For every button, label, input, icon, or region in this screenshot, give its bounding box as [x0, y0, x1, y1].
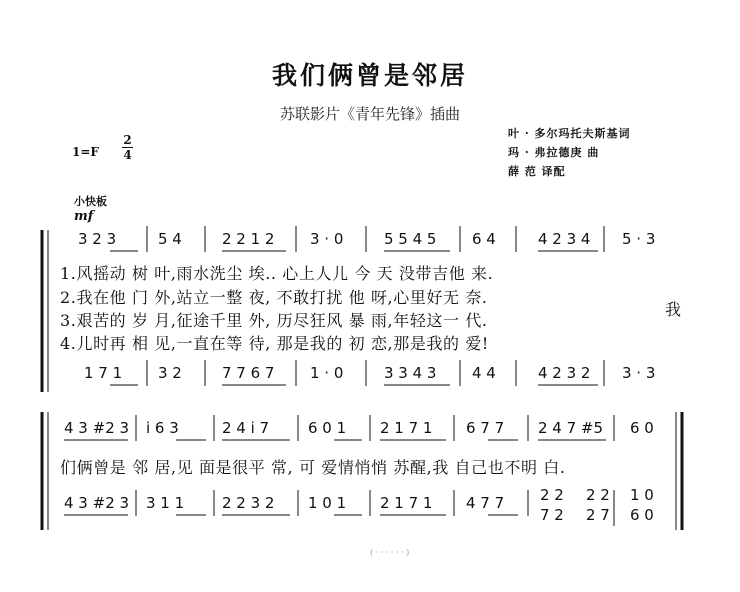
system2-divisi-lower-2: 2 7 — [586, 506, 610, 524]
system1-melody-bar-6: 6 4 — [472, 230, 496, 248]
system1-melody-bar-4: 3 · 0 — [310, 230, 344, 248]
composer-credit: 玛 · 弗拉德庚 曲 — [508, 146, 600, 159]
system1-melody-bar-2: 5 4 — [158, 230, 182, 248]
system2-melody-bar-4: 6 0 1 — [308, 419, 347, 437]
system1-harmony-bar-5: 3 3 4 3 — [384, 364, 437, 382]
system2-divisi-upper-1: 2 2 — [540, 486, 564, 504]
tempo-marking: 小快板 — [74, 195, 107, 208]
system2-harmony-bar-1: 4 3 #2 3 — [64, 494, 130, 512]
verse-1: 1.风摇动 树 叶,雨水洗尘 埃.. 心上人儿 今 天 没带吉他 来. — [60, 264, 494, 283]
verse-4: 4.儿时再 相 见,一直在等 待, 那是我的 初 恋,那是我的 爱! — [60, 334, 489, 353]
system2-harmony-bar-3: 2 2 3 2 — [222, 494, 275, 512]
system1-harmony-bar-2: 3 2 — [158, 364, 182, 382]
system2-melody-bar-7: 2 4 7 #5 — [538, 419, 604, 437]
system2-melody-bar-1: 4 3 #2 3 — [64, 419, 130, 437]
system1-harmony-bar-8: 3 · 3 — [622, 364, 656, 382]
system1-melody-bar-3: 2 2 1 2 — [222, 230, 275, 248]
system2-divisi-lower-1: 7 2 — [540, 506, 564, 524]
system1-harmony-bar-3: 7 7 6 7 — [222, 364, 275, 382]
system1-harmony-bar-1: 1 7 1 — [84, 364, 123, 382]
system1-melody-bar-8: 5 · 3 — [622, 230, 656, 248]
system2-melody-bar-8: 6 0 — [630, 419, 654, 437]
pickup-lyric: 我 — [665, 300, 682, 319]
system1-harmony-bar-4: 1 · 0 — [310, 364, 344, 382]
verse-2: 2.我在他 门 外,站立一整 夜, 不敢打扰 他 呀,心里好无 奈. — [60, 288, 488, 307]
key-signature: 1=F — [72, 145, 99, 159]
song-subtitle: 苏联影片《青年先锋》插曲 — [279, 105, 460, 123]
system2-harmony-bar-2: 3 1 1 — [146, 494, 185, 512]
system2-melody-bar-5: 2 1 7 1 — [380, 419, 433, 437]
system2-harmony-bar-4: 1 0 1 — [308, 494, 347, 512]
dynamic-marking: mf — [74, 209, 94, 224]
system2-harmony-bar-5: 2 1 7 1 — [380, 494, 433, 512]
time-signature-top: 2 — [123, 133, 132, 147]
verse-3: 3.艰苦的 岁 月,征途千里 外, 历尽狂风 暴 雨,年轻这一 代. — [60, 311, 488, 330]
page-footer-mark: ( · · · · · · ) — [370, 548, 410, 557]
system2-divisi-upper-3: 1 0 — [630, 486, 654, 504]
song-title: 我们俩曾是邻居 — [271, 61, 468, 90]
system1-harmony-bar-6: 4 4 — [472, 364, 496, 382]
system1-melody-bar-1: 3 2 3 — [78, 230, 117, 248]
system2-divisi-upper-2: 2 2 — [586, 486, 610, 504]
system2-harmony-bar-6: 4 7 7 — [466, 494, 505, 512]
system2-divisi-lower-3: 6 0 — [630, 506, 654, 524]
time-signature-bottom: 4 — [123, 148, 132, 162]
lyricist-credit: 叶 · 多尔玛托夫斯基词 — [508, 127, 631, 140]
chorus-lyrics: 们俩曾是 邻 居,见 面是很平 常, 可 爱情悄悄 苏醒,我 自己也不明 白. — [60, 458, 566, 477]
translator-credit: 薛 范 译配 — [508, 165, 566, 178]
system2-melody-bar-2: i 6 3 — [146, 419, 179, 437]
system2-melody-bar-3: 2 4 i 7 — [222, 419, 270, 437]
system2-melody-bar-6: 6 7 7 — [466, 419, 505, 437]
system1-melody-bar-5: 5 5 4 5 — [384, 230, 437, 248]
system1-harmony-bar-7: 4 2 3 2 — [538, 364, 591, 382]
system1-melody-bar-7: 4 2 3 4 — [538, 230, 591, 248]
